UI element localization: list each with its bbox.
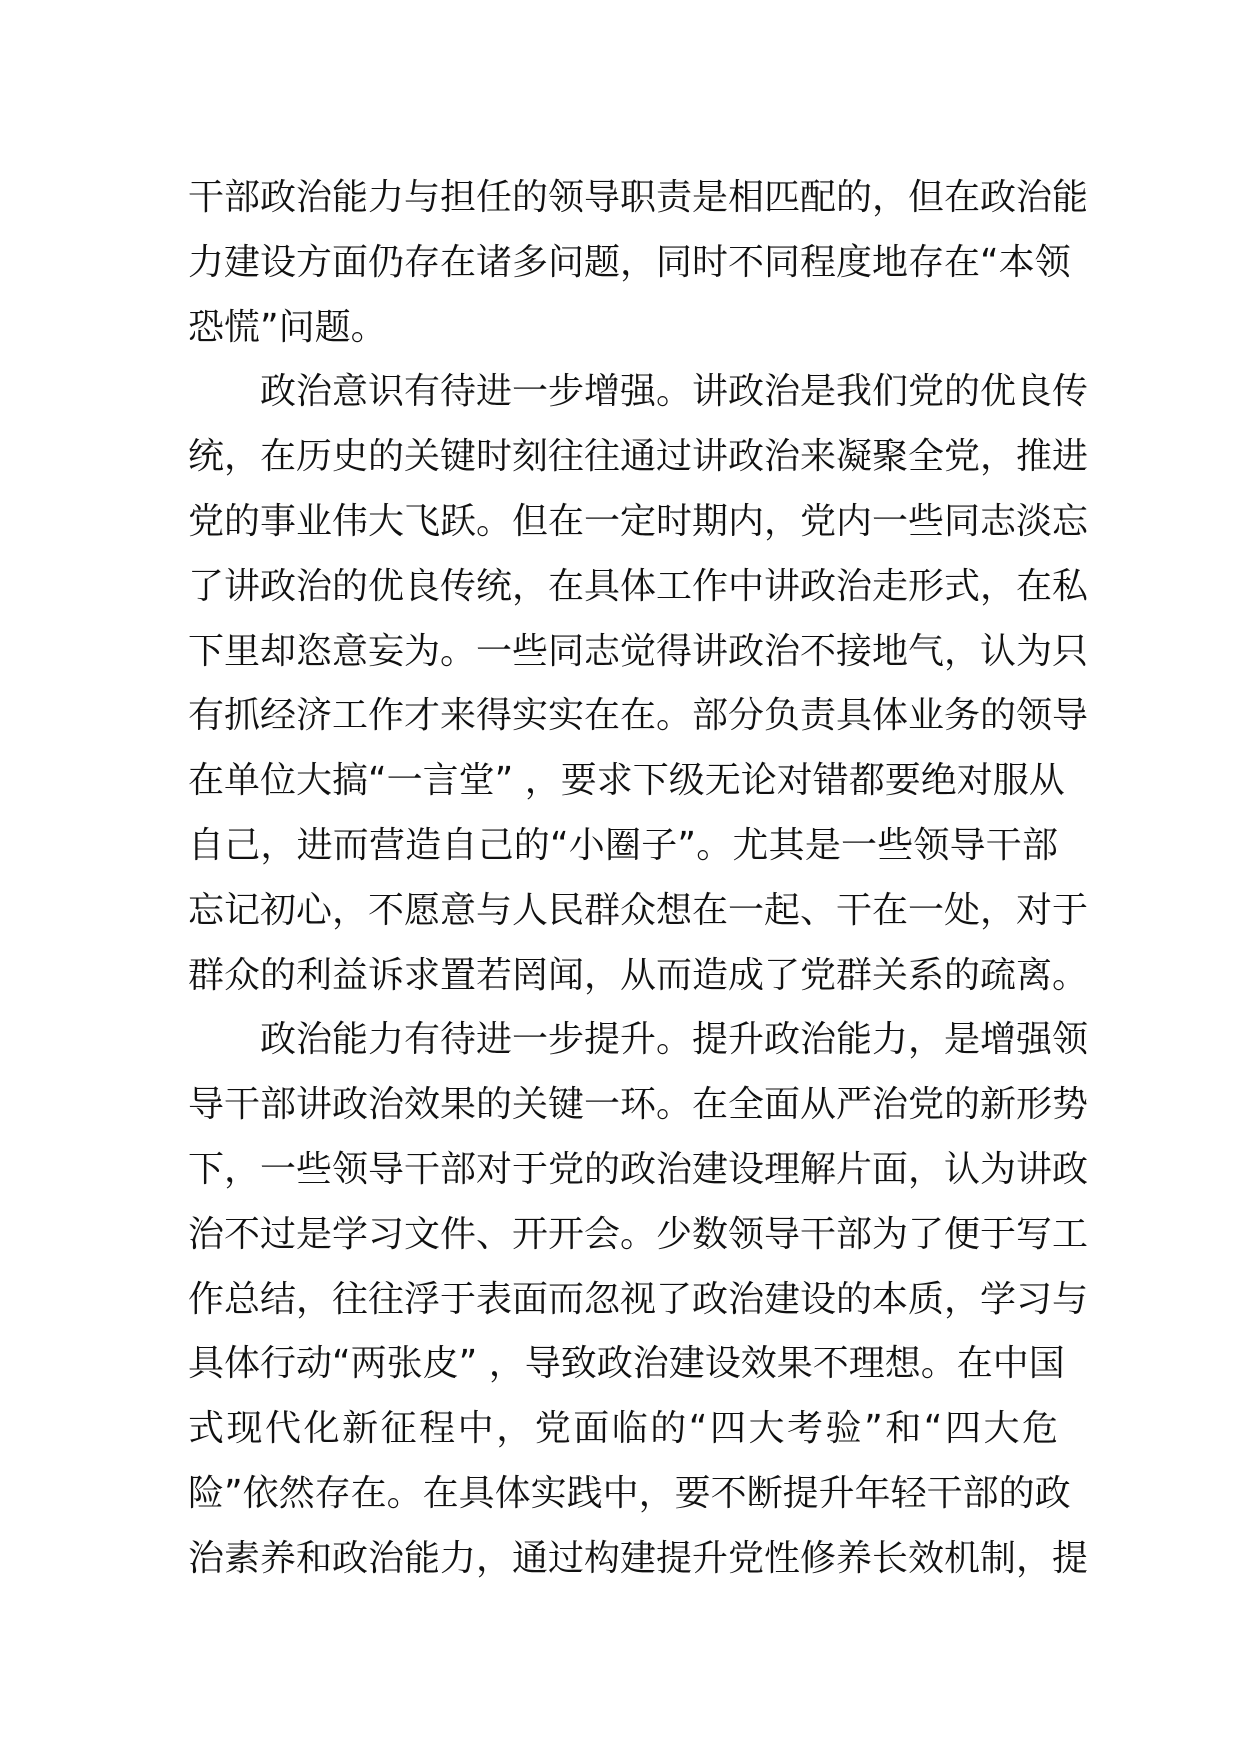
text-line: 下里却恣意妄为。一些同志觉得讲政治不接地气，认为只 bbox=[188, 630, 1089, 672]
text-line: 力建设方面仍存在诸多问题，同时不同程度地存在“本领 bbox=[188, 241, 1071, 283]
text-line: 了讲政治的优良传统，在具体工作中讲政治走形式，在私 bbox=[188, 565, 1089, 607]
paragraph-first-line: 政治能力有待进一步提升。提升政治能力，是增强领 bbox=[260, 1019, 1089, 1061]
text-line: 群众的利益诉求置若罔闻，从而造成了党群关系的疏离。 bbox=[188, 954, 1089, 996]
text-line: 导干部讲政治效果的关键一环。在全面从严治党的新形势 bbox=[188, 1084, 1089, 1126]
paragraph-first-line: 政治意识有待进一步增强。讲政治是我们党的优良传 bbox=[260, 371, 1089, 413]
text-line: 党的事业伟大飞跃。但在一定时期内，党内一些同志淡忘 bbox=[188, 500, 1089, 542]
text-line: 治素养和政治能力，通过构建提升党性修养长效机制，提 bbox=[188, 1537, 1089, 1579]
text-line: 险”依然存在。在具体实践中，要不断提升年轻干部的政 bbox=[188, 1472, 1071, 1514]
text-line: 忘记初心，不愿意与人民群众想在一起、干在一处，对于 bbox=[188, 889, 1089, 931]
text-line: 自己，进而营造自己的“小圈子”。尤其是一些领导干部 bbox=[188, 824, 1058, 866]
text-line: 下，一些领导干部对于党的政治建设理解片面，认为讲政 bbox=[188, 1148, 1089, 1190]
text-line: 治不过是学习文件、开开会。少数领导干部为了便于写工 bbox=[188, 1213, 1089, 1255]
text-line: 恐慌”问题。 bbox=[188, 306, 387, 348]
text-line: 统，在历史的关键时刻往往通过讲政治来凝聚全党，推进 bbox=[188, 436, 1089, 478]
body-text bbox=[188, 166, 1089, 1592]
text-line: 干部政治能力与担任的领导职责是相匹配的，但在政治能 bbox=[188, 177, 1089, 218]
text-line: 具体行动“两张皮” ，导致政治建设效果不理想。在中国 bbox=[188, 1343, 1065, 1385]
text-line: 作总结，往往浮于表面而忽视了政治建设的本质，学习与 bbox=[188, 1278, 1089, 1320]
text-line: 式现代化新征程中，党面临的“四大考验”和“四大危 bbox=[188, 1408, 1058, 1450]
text-line: 在单位大搞“一言堂” ，要求下级无论对错都要绝对服从 bbox=[188, 760, 1065, 802]
text-line: 有抓经济工作才来得实实在在。部分负责具体业务的领导 bbox=[188, 695, 1089, 737]
